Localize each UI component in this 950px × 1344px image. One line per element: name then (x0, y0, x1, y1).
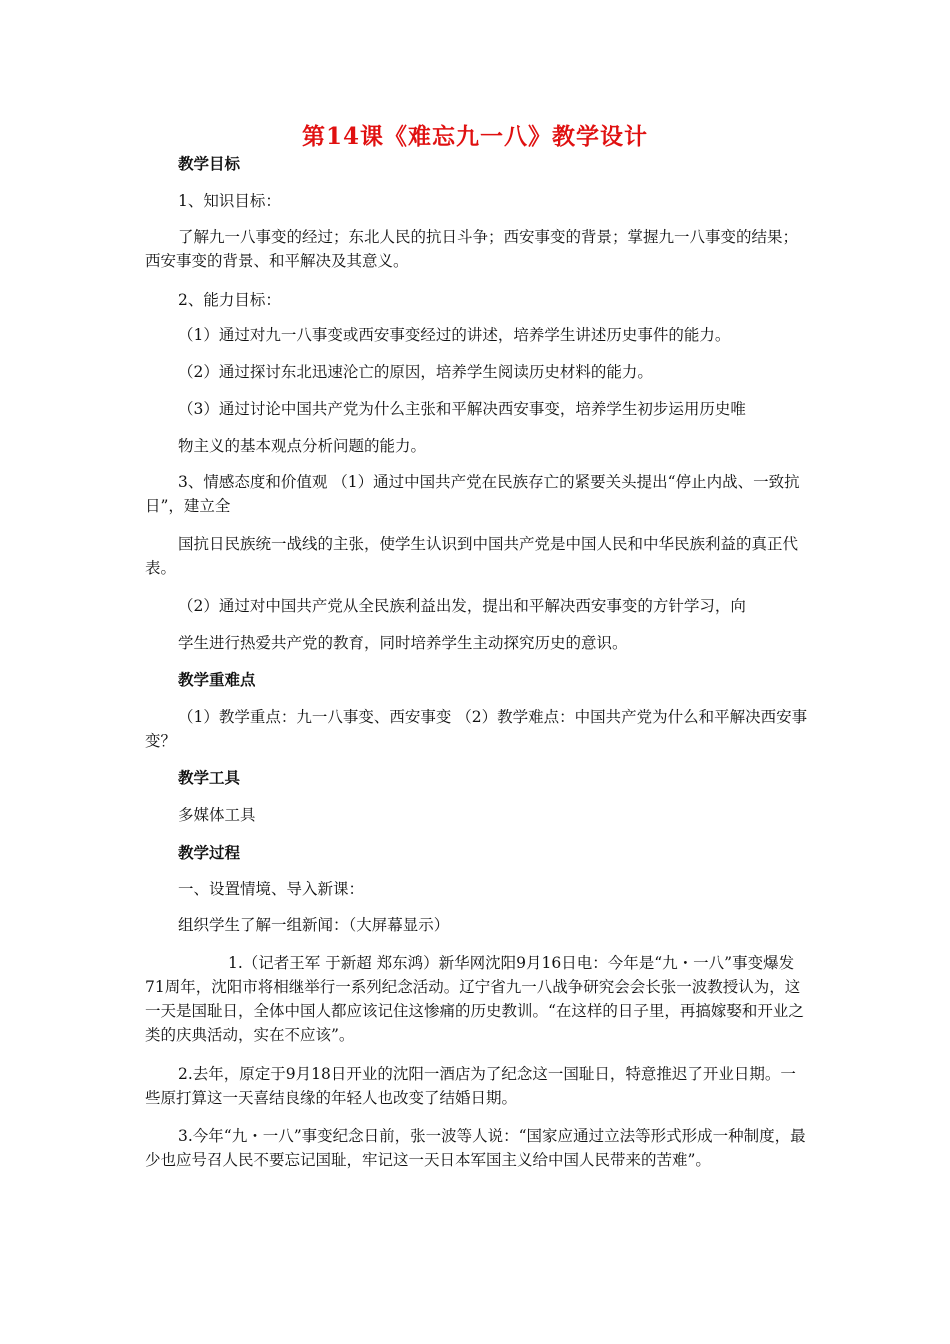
news-item-3: 3.今年“九・一八”事变纪念日前，张一波等人说：“国家应通过立法等形式形成一种制度，最少也应号召人民不要忘记国耻，牢记这一天日本军国主义给中国人民带来的苦难”。 (145, 1127, 806, 1169)
heading-teaching-tools: 教学工具 (178, 768, 241, 787)
knowledge-goal-label: 1、知识目标： (178, 192, 281, 210)
key-points-text: （1）教学重点：九一八事变、西安事变 （2）教学难点：中国共产党为什么和平解决西安事变？ (145, 708, 808, 750)
news-intro: 组织学生了解一组新闻：（大屏幕显示） (178, 916, 450, 934)
ability-goal-item-2: （2）通过探讨东北迅速沦亡的原因，培养学生阅读历史材料的能力。 (178, 363, 653, 381)
emotion-goal-item-1: 3、情感态度和价值观 （1）通过中国共产党在民族存亡的紧要关头提出“停止内战、一致抗日”，建立全 (145, 473, 800, 515)
heading-teaching-process: 教学过程 (178, 843, 241, 862)
process-step-1: 一、设置情境、导入新课： (178, 880, 365, 898)
heading-teaching-goals: 教学目标 (178, 154, 241, 173)
knowledge-goal-text: 了解九一八事变的经过；东北人民的抗日斗争；西安事变的背景；掌握九一八事变的结果；西安事变的背景、和平解决及其意义。 (145, 228, 799, 270)
teaching-tools-text: 多媒体工具 (178, 806, 256, 824)
ability-goal-label: 2、能力目标： (178, 291, 281, 309)
ability-goal-item-3-line-2: 物主义的基本观点分析问题的能力。 (178, 437, 427, 455)
news-item-1: 1.（记者王军 于新超 郑东鸿）新华网沈阳9月16日电：今年是“九・一八”事变爆发71周年，沈阳市将相继举行一系列纪念活动。辽宁省九一八战争研究会会长张一波教授认为，这一天是国耻日，全体中国人都应该记住这惨痛的历史教训。“在这样的日子里，再搞嫁娶和开业之类的庆典活动，实在不应该”。 (145, 954, 804, 1044)
heading-key-points: 教学重难点 (178, 670, 256, 689)
news-item-2: 2.去年，原定于9月18日开业的沈阳一酒店为了纪念这一国耻日，特意推迟了开业日期。一些原打算这一天喜结良缘的年轻人也改变了结婚日期。 (145, 1065, 796, 1107)
ability-goal-item-3-line-1: （3）通过讨论中国共产党为什么主张和平解决西安事变，培养学生初步运用历史唯 (178, 400, 746, 418)
ability-goal-item-1: （1）通过对九一八事变或西安事变经过的讲述，培养学生讲述历史事件的能力。 (178, 326, 731, 344)
emotion-goal-item-2-line-1: （2）通过对中国共产党从全民族利益出发，提出和平解决西安事变的方针学习，向 (178, 597, 746, 615)
emotion-goal-item-2-line-2: 学生进行热爱共产党的教育，同时培养学生主动探究历史的意识。 (178, 634, 628, 652)
emotion-goal-item-1-continued: 国抗日民族统一战线的主张，使学生认识到中国共产党是中国人民和中华民族利益的真正代表。 (145, 535, 799, 577)
document-title: 第14课《难忘九一八》教学设计 (301, 123, 648, 150)
